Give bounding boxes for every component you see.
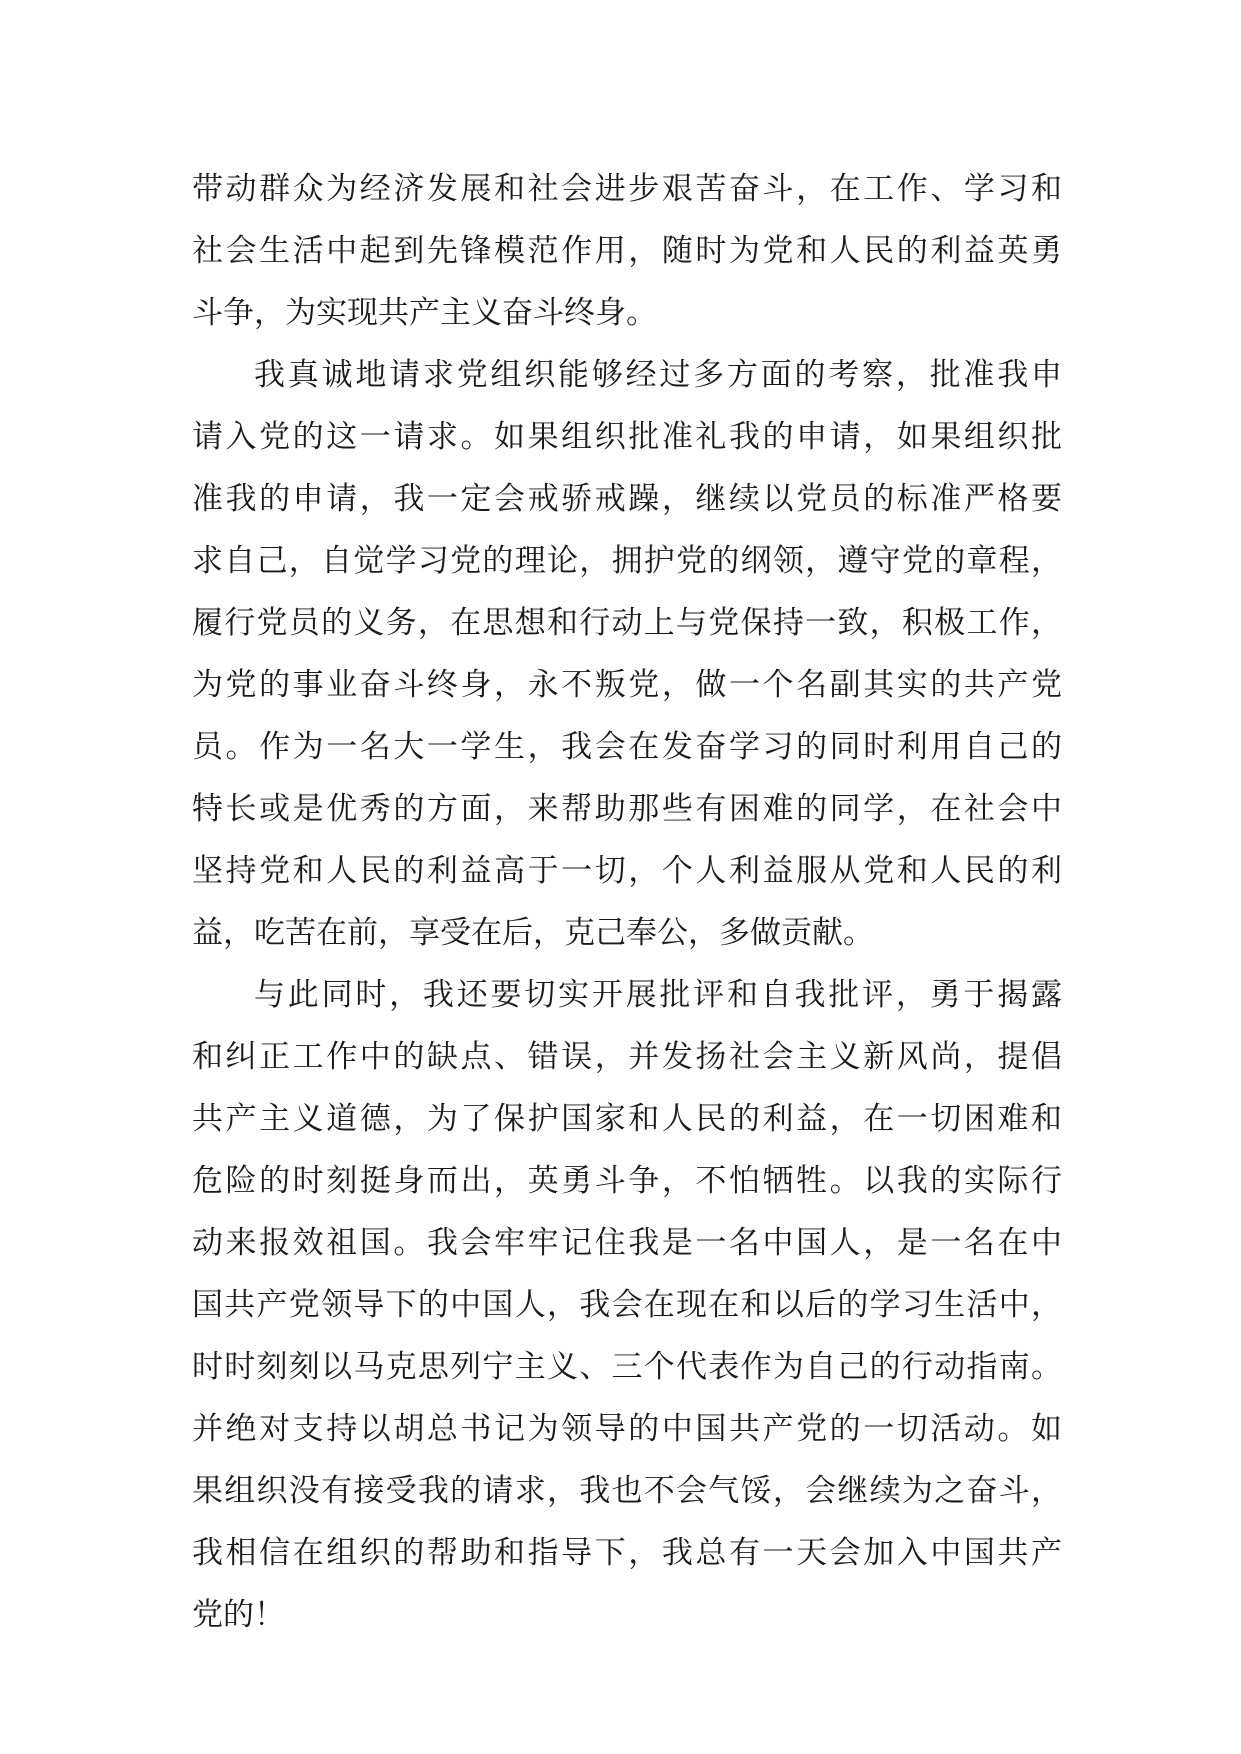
text-line: 准我的申请，我一定会戒骄戒躁，继续以党员的标准严格要 xyxy=(192,481,1062,517)
text-line: 果组织没有接受我的请求，我也不会气馁，会继续为之奋斗， xyxy=(192,1473,1062,1509)
text-line: 带动群众为经济发展和社会进步艰苦奋斗，在工作、学习和 xyxy=(192,171,1062,207)
paragraph xyxy=(192,344,1062,964)
text-line: 并绝对支持以胡总书记为领导的中国共产党的一切活动。如 xyxy=(192,1411,1062,1447)
text-line: 与此同时，我还要切实开展批评和自我批评，勇于揭露 xyxy=(254,977,1062,1013)
paragraph xyxy=(192,158,1062,344)
text-line: 共产主义道德，为了保护国家和人民的利益，在一切困难和 xyxy=(192,1101,1062,1137)
text-line: 社会生活中起到先锋模范作用，随时为党和人民的利益英勇 xyxy=(192,233,1062,269)
text-line: 为党的事业奋斗终身，永不叛党，做一个名副其实的共产党 xyxy=(192,667,1062,703)
text-line: 我真诚地请求党组织能够经过多方面的考察，批准我申 xyxy=(254,357,1062,393)
text-line: 求自己，自觉学习党的理论，拥护党的纲领，遵守党的章程， xyxy=(192,543,1062,579)
text-line: 党的！ xyxy=(192,1597,285,1633)
text-line: 和纠正工作中的缺点、错误，并发扬社会主义新风尚，提倡 xyxy=(192,1039,1062,1075)
text-line: 国共产党领导下的中国人，我会在现在和以后的学习生活中， xyxy=(192,1287,1062,1323)
text-line: 履行党员的义务，在思想和行动上与党保持一致，积极工作， xyxy=(192,605,1062,641)
text-line: 时时刻刻以马克思列宁主义、三个代表作为自己的行动指南。 xyxy=(192,1349,1062,1385)
text-line: 我相信在组织的帮助和指导下，我总有一天会加入中国共产 xyxy=(192,1535,1062,1571)
text-line: 员。作为一名大一学生，我会在发奋学习的同时利用自己的 xyxy=(192,729,1062,765)
text-line: 益，吃苦在前，享受在后，克己奉公，多做贡献。 xyxy=(192,915,874,951)
text-line: 请入党的这一请求。如果组织批准礼我的申请，如果组织批 xyxy=(192,419,1062,455)
text-line: 斗争，为实现共产主义奋斗终身。 xyxy=(192,295,657,331)
text-line: 特长或是优秀的方面，来帮助那些有困难的同学，在社会中 xyxy=(192,791,1062,827)
text-line: 坚持党和人民的利益高于一切，个人利益服从党和人民的利 xyxy=(192,853,1062,889)
text-line: 危险的时刻挺身而出，英勇斗争，不怕牺牲。以我的实际行 xyxy=(192,1163,1062,1199)
body-text xyxy=(192,158,1062,1646)
text-line: 动来报效祖国。我会牢牢记住我是一名中国人，是一名在中 xyxy=(192,1225,1062,1261)
paragraph xyxy=(192,964,1062,1646)
